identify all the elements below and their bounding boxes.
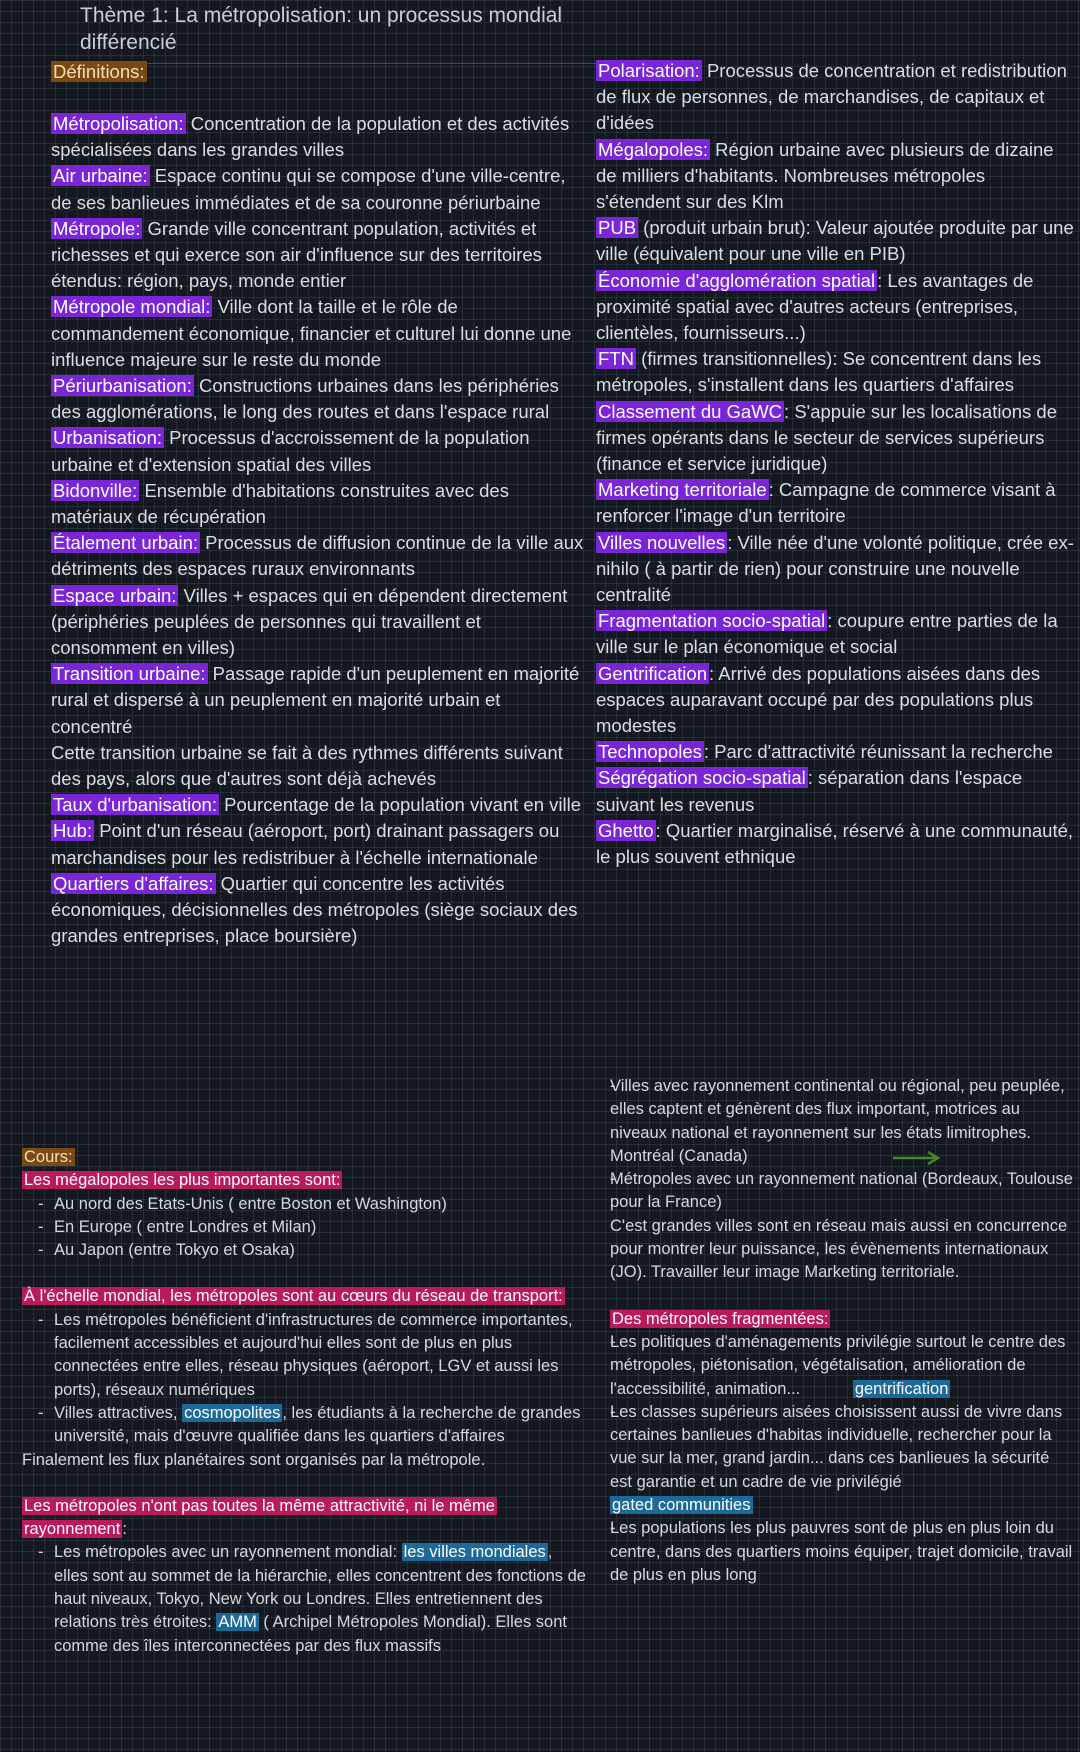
keyword-highlight: AMM bbox=[218, 1613, 257, 1632]
definition-term: Métropolisation: bbox=[53, 113, 184, 134]
definition-term: Villes nouvelles bbox=[598, 531, 726, 553]
keyword-highlight: cosmopolites bbox=[184, 1403, 281, 1422]
definition-text: Espace continu qui se compose d'une ville-centre, de ses banlieues immédiates et de sa couronne périurbaine bbox=[51, 165, 566, 213]
list-item-text: Les classes supérieurs aisées choisissent aussi de vivre dans certaines banlieues d'habitas individuelle, rechercher pour la vue sur la mer, grand jardin... dans ces banlieues la sécurité est garantie et un cadre de vie privilégié bbox=[610, 1402, 1063, 1491]
definition-term: Quartiers d'affaires: bbox=[53, 872, 214, 894]
list-item-text: ( Archipel Métropoles Mondial). Elles sont comme des îles interconnectées par des flux massifs bbox=[54, 1613, 567, 1655]
definition-term: Polarisation: bbox=[598, 60, 700, 81]
definition-entry bbox=[51, 661, 586, 740]
definition-text: Quartier qui concentre les activités économiques, décisionnelles des métropoles (siège sociaux des grandes entreprises, place boursière) bbox=[51, 872, 578, 947]
definition-term: Métropole: bbox=[53, 217, 141, 239]
definition-entry bbox=[596, 530, 1074, 609]
list-item: - En Europe ( entre Londres et Milan) bbox=[22, 1216, 587, 1239]
definition-term: Taux d'urbanisation: bbox=[53, 794, 217, 816]
definition-text: Processus de concentration et redistribution de flux de personnes, de marchandises, de capitaux et d'idées bbox=[596, 60, 1067, 134]
megalopoles-heading bbox=[22, 1169, 587, 1192]
definition-entry bbox=[596, 818, 1074, 870]
fragment-heading-text: Des métropoles fragmentées: bbox=[612, 1309, 829, 1328]
definition-text: : Les avantages de proximité spatial avec d'autres acteurs (entreprises, clientèles, fournisseurs...) bbox=[596, 269, 1034, 344]
definition-term: Transition urbaine: bbox=[53, 663, 206, 685]
definition-entry bbox=[596, 346, 1074, 398]
keyword-highlight: les villes mondiales bbox=[403, 1543, 546, 1562]
definition-term: Air urbaine: bbox=[53, 165, 148, 187]
list-item-text: Les politiques d'aménagements privilégie surtout le centre des métropoles, piétonisation, végétalisation, amélioration de l'accessibilité, animation... bbox=[610, 1332, 1066, 1398]
definition-term: Technopoles bbox=[598, 741, 702, 763]
definition-text: Pourcentage de la population vivant en ville bbox=[218, 794, 582, 816]
list-item bbox=[594, 1401, 1074, 1517]
transport-heading bbox=[22, 1285, 587, 1308]
definition-entry bbox=[51, 373, 586, 425]
definition-entry bbox=[596, 477, 1074, 529]
keyword-highlight: gentrification bbox=[854, 1379, 949, 1398]
definition-entry bbox=[51, 425, 586, 477]
definition-entry bbox=[596, 739, 1074, 765]
course-left bbox=[22, 1146, 587, 1658]
definition-term: Ghetto bbox=[598, 819, 654, 841]
definition-term: Bidonville: bbox=[53, 479, 138, 501]
definition-term: Classement du GaWC bbox=[598, 400, 783, 422]
flux-line: Finalement les flux planétaires sont organisés par la métropole. bbox=[22, 1450, 486, 1469]
course-label bbox=[22, 1146, 587, 1169]
attract-heading bbox=[22, 1495, 587, 1542]
definition-term: Marketing territoriale bbox=[598, 479, 767, 501]
fragment-list bbox=[594, 1331, 1074, 1587]
definition-text: Ville dont la taille et le rôle de commandement économique, financier et culturel lui donne une influence majeure sur le reste du monde bbox=[51, 296, 572, 370]
definition-text: Passage rapide d'un peuplement en majorité rural et dispersé à un peuplement en majorité urbain et concentré bbox=[51, 663, 580, 737]
definition-entry bbox=[596, 608, 1074, 660]
fragment-heading bbox=[594, 1308, 1074, 1331]
definition-entry bbox=[596, 137, 1074, 216]
definition-text: (produit urbain brut): Valeur ajoutée produite par une ville (équivalent pour une ville en PIB) bbox=[596, 217, 1074, 265]
definition-text: Concentration de la population et des activités spécialisées dans les grandes villes bbox=[51, 113, 570, 161]
definition-term: Urbanisation: bbox=[53, 427, 163, 449]
list-item bbox=[594, 1075, 1074, 1168]
attract-heading-text: Les métropoles n'ont pas toutes la même attractivité, ni le même rayonnement bbox=[24, 1496, 495, 1539]
definition-entry bbox=[51, 478, 586, 530]
definition-term: FTN bbox=[598, 348, 634, 370]
definition-entry bbox=[596, 58, 1074, 137]
definition-term: Métropole mondial: bbox=[53, 296, 211, 318]
definition-text: Ensemble d'habitations construites avec des matériaux de récupération bbox=[51, 479, 509, 528]
course-right bbox=[594, 1075, 1074, 1587]
list-item-text: Les métropoles avec un rayonnement mondial: bbox=[54, 1543, 402, 1562]
list-item bbox=[22, 1402, 587, 1449]
definition-text: Villes + espaces qui en dépendent directement (périphéries peuplées de personnes qui travaillent et consomment en villes) bbox=[51, 584, 568, 659]
definition-entry bbox=[51, 792, 586, 818]
list-item bbox=[594, 1168, 1074, 1215]
definition-text: Processus d'accroissement de la population urbaine et d'extension spatial des villes bbox=[51, 427, 530, 475]
definition-entry bbox=[596, 399, 1074, 478]
definition-entry bbox=[51, 871, 586, 950]
definition-text: (firmes transitionnelles): Se concentrent dans les métropoles, s'installent dans les quartiers d'affaires bbox=[596, 348, 1042, 396]
definition-text: Point d'un réseau (aéroport, port) drainant passagers ou marchandises pour les redistribuer à l'échelle internationale bbox=[51, 820, 560, 868]
definition-entry bbox=[596, 215, 1074, 267]
list-item-text: Métropoles avec un rayonnement national (Bordeaux, Toulouse pour la France) bbox=[610, 1170, 1073, 1212]
definition-entry bbox=[596, 661, 1074, 740]
right-definitions bbox=[596, 58, 1074, 870]
definition-entry bbox=[596, 268, 1074, 347]
definition-entry bbox=[51, 163, 586, 215]
definition-text: : séparation dans l'espace suivant les revenus bbox=[596, 767, 1023, 815]
definition-term: Économie d'agglomération spatial bbox=[598, 269, 876, 291]
colon: : bbox=[122, 1520, 127, 1539]
definition-entry bbox=[51, 530, 586, 582]
definition-text: : Parc d'attractivité réunissant la recherche bbox=[703, 741, 1053, 763]
definition-entry bbox=[51, 294, 586, 373]
definition-text: Région urbaine avec plusieurs de dizaine de milliers d'habitants. Nombreuses métropoles s'étendent sur des Klm bbox=[596, 138, 1054, 213]
list-item-text: Les populations les plus pauvres sont de plus en plus loin du centre, dans des quartiers moins équiper, trajet domicile, travail de plus en plus long bbox=[610, 1519, 1073, 1584]
definition-text: : S'appuie sur les localisations de firmes opérants dans le secteur de services supérieurs (finance et service juridique) bbox=[596, 400, 1058, 475]
definitions-label bbox=[51, 59, 147, 85]
list-item: - Les métropoles bénéficient d'infrastructures de commerce importantes, facilement accessibles et aujourd'hui elles sont de plus en plus connectées entre elles, réseau physiques (aéroport, LGV et aussi les ports), réseaux numériques bbox=[22, 1309, 587, 1402]
definition-entry bbox=[51, 583, 586, 662]
definition-text: : Ville née d'une volonté politique, crée ex-nihilo ( à partir de rien) pour construire une nouvelle centralité bbox=[596, 531, 1074, 606]
definition-term: Espace urbain: bbox=[53, 584, 177, 606]
definition-term: Hub: bbox=[53, 820, 93, 842]
national-paragraph: C'est grandes villes sont en réseau mais aussi en concurrence pour montrer leur puissance, les évènements internationaux (JO). Travailler leur image Marketing territoriale. bbox=[610, 1216, 1068, 1282]
definition-term: Ségrégation socio-spatial bbox=[598, 767, 806, 789]
rayonnement-list bbox=[594, 1075, 1074, 1215]
definition-text: : Campagne de commerce visant à renforcer l'image d'un territoire bbox=[596, 479, 1056, 527]
definition-text: : coupure entre parties de la ville sur le plan économique et social bbox=[596, 610, 1058, 658]
definition-term: Gentrification bbox=[598, 662, 707, 684]
definition-text: : Arrivé des populations aisées dans des espaces auparavant occupé par des populations plus modestes bbox=[596, 662, 1041, 737]
definition-term: Étalement urbain: bbox=[53, 532, 199, 554]
list-item: - Au nord des Etats-Unis ( entre Boston et Washington) bbox=[22, 1193, 587, 1216]
definition-term: Fragmentation socio-spatial bbox=[598, 610, 826, 632]
definition-entry bbox=[51, 111, 586, 163]
definition-entry bbox=[51, 818, 586, 870]
definition-entry bbox=[596, 765, 1074, 817]
list-item-text: , elles sont au sommet de la hiérarchie, elles concentrent des fonctions de haut niveaux, Tokyo, New York ou Londres. Elles entretiennent des relations très étroites: bbox=[54, 1543, 586, 1632]
list-item-text: Villes avec rayonnement continental ou régional, peu peuplée, elles captent et génèrent des flux important, motrices au niveaux national et rayonnement sur les états limitrophes. Montréal (Canada) bbox=[610, 1077, 1065, 1165]
definition-text: Processus de diffusion continue de la ville aux détriments des espaces ruraux environnants bbox=[51, 532, 584, 580]
list-item: - Au Japon (entre Tokyo et Osaka) bbox=[22, 1239, 587, 1262]
definition-text: Constructions urbaines dans les périphéries des agglomérations, le long des routes et dans l'espace rural bbox=[51, 375, 559, 423]
list-item bbox=[594, 1331, 1074, 1401]
definition-entry bbox=[51, 740, 586, 792]
course-label-text: Cours: bbox=[24, 1148, 73, 1166]
megalopoles-heading-text: Les mégalopoles les plus importantes sont: bbox=[24, 1171, 341, 1190]
list-item-text: , les étudiants à la recherche de grandes université, mais d'œuvre qualifiée dans les quartiers d'affaires bbox=[54, 1403, 581, 1446]
arrow-right-icon bbox=[892, 1151, 940, 1165]
attract-list bbox=[22, 1541, 587, 1657]
keyword-highlight: gated communities bbox=[612, 1496, 751, 1515]
definition-text: Cette transition urbaine se fait à des rythmes différents suivant des pays, alors que d'autres sont déjà achevés bbox=[51, 741, 563, 790]
list-item bbox=[22, 1541, 587, 1657]
transport-heading-text: À l'échelle mondial, les métropoles sont au cœurs du réseau de transport: bbox=[24, 1287, 563, 1306]
megalopoles-list bbox=[22, 1193, 587, 1263]
transport-list bbox=[22, 1309, 587, 1449]
list-item-text: Villes attractives, bbox=[54, 1403, 183, 1422]
definition-text: : Quartier marginalisé, réservé à une communauté, le plus souvent ethnique bbox=[596, 819, 1074, 868]
definition-term: PUB bbox=[598, 217, 637, 239]
list-item bbox=[594, 1517, 1074, 1587]
definition-term: Mégalopoles: bbox=[598, 138, 709, 160]
definitions-label-text: Définitions: bbox=[53, 61, 145, 82]
left-definitions bbox=[51, 111, 586, 950]
definition-entry bbox=[51, 216, 586, 295]
page-title: Thème 1: La métropolisation: un processus mondial différencié bbox=[80, 4, 563, 54]
definition-text: Grande ville concentrant population, activités et richesses et qui exerce son air d'influence sur des territoires étendus: région, pays, monde entier bbox=[51, 217, 542, 292]
definition-term: Périurbanisation: bbox=[53, 375, 192, 397]
